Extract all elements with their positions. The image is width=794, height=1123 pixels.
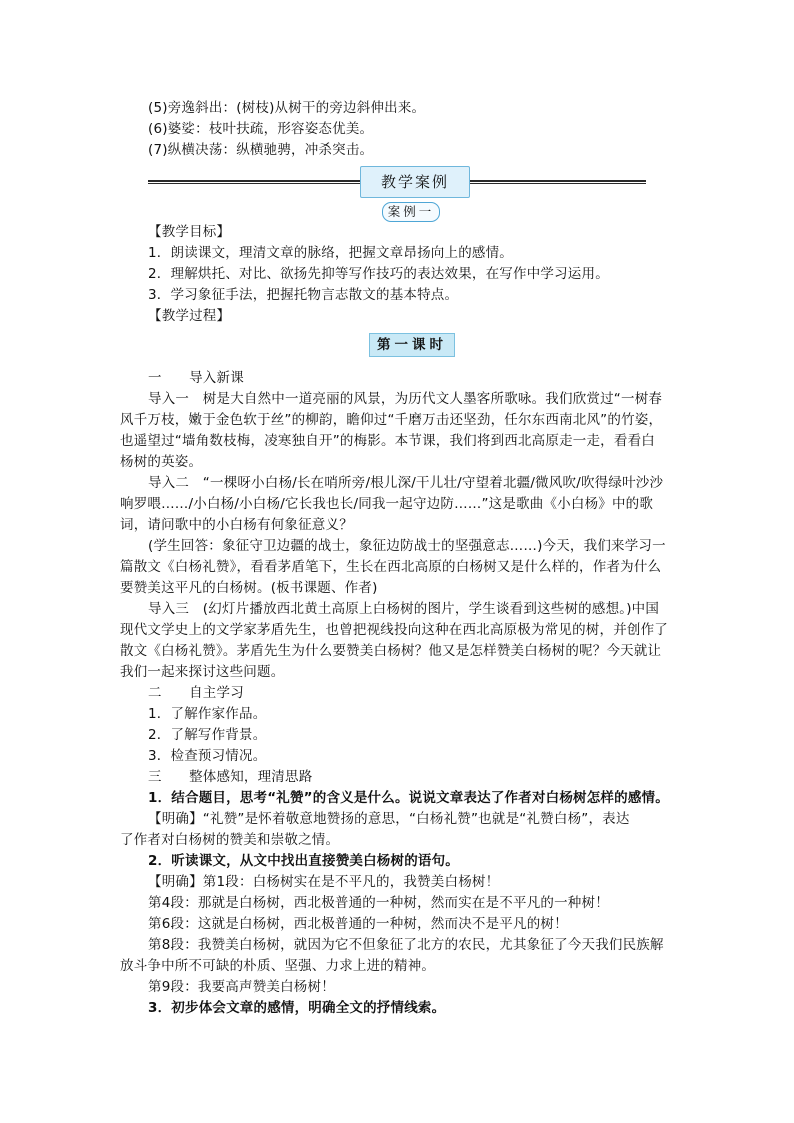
body-line: 3．检查预习情况。 bbox=[148, 748, 267, 764]
body-line: (学生回答：象征守卫边疆的战士，象征边防战士的坚强意志……)今天，我们来学习一 bbox=[148, 538, 666, 554]
goal-item: 3．学习象征手法，把握托物言志散文的基本特点。 bbox=[148, 287, 459, 303]
body-line: 2．了解写作背景。 bbox=[148, 727, 267, 743]
question-line: 2．听读课文，从文中找出直接赞美白杨树的语句。 bbox=[148, 853, 459, 869]
answer-line: 第9段：我要高声赞美白杨树！ bbox=[148, 979, 335, 995]
answer-line: 【明确】“礼赞”是怀着敬意地赞扬的意思，“白杨礼赞”也就是“礼赞白杨”，表达 bbox=[148, 811, 630, 827]
body-line: 篇散文《白杨礼赞》，看看茅盾笔下，生长在西北高原的白杨树又是什么样的，作者为什么 bbox=[120, 559, 662, 575]
banner-title: 教学案例 bbox=[360, 166, 470, 198]
body-line: 导入一 树是大自然中一道亮丽的风景，为历代文人墨客所歌咏。我们欣赏过“一树春 bbox=[148, 391, 663, 407]
section-heading-1: 一 导入新课 bbox=[148, 370, 244, 386]
question-line: 1．结合题目，思考“礼赞”的含义是什么。说说文章表达了作者对白杨树怎样的感情。 bbox=[148, 790, 669, 806]
answer-line: 第8段：我赞美白杨树，就因为它不但象征了北方的农民，尤其象征了今天我们民族解 bbox=[148, 937, 664, 953]
answer-line: 了作者对白杨树的赞美和崇敬之情。 bbox=[120, 832, 340, 848]
section-heading-2: 二 自主学习 bbox=[148, 685, 244, 701]
case-badge: 案例一 bbox=[382, 202, 440, 222]
body-line: 散文《白杨礼赞》。茅盾先生为什么要赞美白杨树？他又是怎样赞美白杨树的呢？今天就让 bbox=[120, 643, 662, 659]
goal-item: 1．朗读课文，理清文章的脉络，把握文章昂扬向上的感情。 bbox=[148, 245, 513, 261]
body-line: 导入二 “一棵呀小白杨/长在哨所旁/根儿深/干儿壮/守望着北疆/微风吹/吹得绿叶沙沙 bbox=[148, 475, 664, 491]
answer-line: 第6段：这就是白杨树，西北极普通的一种树，然而决不是平凡的树！ bbox=[148, 916, 568, 932]
section-banner bbox=[148, 170, 646, 192]
goal-item: 2．理解烘托、对比、欲扬先抑等写作技巧的表达效果，在写作中学习运用。 bbox=[148, 266, 609, 282]
body-line: 我们一起来探讨这些问题。 bbox=[120, 664, 285, 680]
answer-line: 【明确】第1段：白杨树实在是不平凡的，我赞美白杨树！ bbox=[148, 874, 500, 890]
body-line: 词，请问歌中的小白杨有何象征意义？ bbox=[120, 517, 353, 533]
answer-line: 第4段：那就是白杨树，西北极普通的一种树，然而实在是不平凡的一种树！ bbox=[148, 895, 609, 911]
body-line: 导入三 (幻灯片播放西北黄土高原上白杨树的图片，学生谈看到这些树的感想。)中国 bbox=[148, 601, 660, 617]
body-line: 也遥望过“墙角数枝梅，凌寒独自开”的梅影。本节课，我们将到西北高原走一走，看看白 bbox=[120, 433, 655, 449]
body-line: 1．了解作家作品。 bbox=[148, 706, 267, 722]
body-line: 响罗喂……/小白杨/小白杨/它长我也长/同我一起守边防……”这是歌曲《小白杨》中的歌 bbox=[120, 496, 654, 512]
lesson-badge: 第一课时 bbox=[369, 333, 455, 357]
goals-heading: 【教学目标】 bbox=[148, 224, 231, 240]
note-line-5: (5)旁逸斜出：(树枝)从树干的旁边斜伸出来。 bbox=[148, 100, 426, 116]
note-line-7: (7)纵横决荡：纵横驰骋，冲杀突击。 bbox=[148, 142, 374, 158]
note-line-6: (6)婆娑：枝叶扶疏，形容姿态优美。 bbox=[148, 121, 374, 137]
body-line: 要赞美这平凡的白杨树。(板书课题、作者) bbox=[120, 580, 378, 596]
question-line: 3．初步体会文章的感情，明确全文的抒情线索。 bbox=[148, 1000, 446, 1016]
body-line: 现代文学史上的文学家茅盾先生，也曾把视线投向这种在西北高原极为常见的树，并创作了 bbox=[120, 622, 668, 638]
body-line: 风千万枝，嫩于金色软于丝”的柳韵，瞻仰过“千磨万击还坚劲，任尔东西南北风”的竹姿， bbox=[120, 412, 663, 428]
process-heading: 【教学过程】 bbox=[148, 308, 231, 324]
body-line: 杨树的英姿。 bbox=[120, 454, 203, 470]
answer-line: 放斗争中所不可缺的朴质、坚强、力求上进的精神。 bbox=[120, 958, 436, 974]
section-heading-3: 三 整体感知，理清思路 bbox=[148, 769, 313, 785]
